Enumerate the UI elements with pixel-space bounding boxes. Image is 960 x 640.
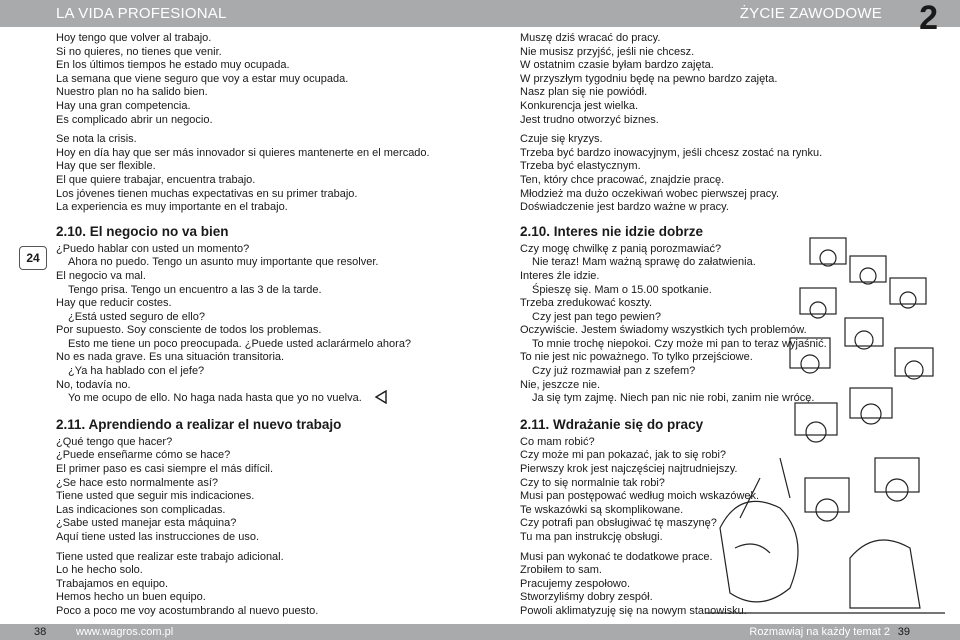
text-line: Trabajamos en equipo. <box>56 577 169 590</box>
spanish-dialog-2-10 <box>56 243 466 406</box>
text-line: Ja się tym zajmę. Niech pan nic nie robi, zanim nie wrócę. <box>532 392 815 405</box>
text-line: Śpieszę się. Mam o 15.00 spotkanie. <box>532 283 712 296</box>
series-title: Rozmawiaj na każdy temat 2 <box>749 626 890 638</box>
text-line: Pierwszy krok jest najczęściej najtrudniejszy. <box>520 463 738 476</box>
text-line: Musi pan postępować według moich wskazówek. <box>520 490 760 503</box>
text-line: No, todavía no. <box>56 378 131 391</box>
text-line: Aquí tiene usted las instrucciones de uso. <box>56 531 260 543</box>
publisher-url-link[interactable]: www.wagros.com.pl <box>76 626 174 638</box>
text-line: Trzeba być bardzo inowacyjnym, jeśli chcesz zostać na rynku. <box>520 146 823 159</box>
text-line: Poco a poco me voy acostumbrando al nuevo puesto. <box>56 604 319 617</box>
text-line: Młodzież ma dużo oczekiwań wobec pierwszej pracy. <box>520 187 780 200</box>
play-triangle-icon <box>374 390 388 404</box>
text-line: Czuje się kryzys. <box>520 133 603 146</box>
page-header <box>0 0 960 27</box>
text-line: Czy jest pan tego pewien? <box>532 310 662 323</box>
text-line: El negocio va mal. <box>56 269 146 282</box>
text-line: Esto me tiene un poco preocupada. ¿Puede usted aclarármelo ahora? <box>68 337 412 350</box>
text-line: Tiene usted que realizar este trabajo adicional. <box>56 550 284 563</box>
spanish-paragraph-2-11b <box>56 551 466 619</box>
text-line: To nie jest nic poważnego. To tylko przejściowe. <box>520 351 753 364</box>
text-line: Czy może mi pan pokazać, jak to się robi? <box>520 449 727 462</box>
spanish-column <box>56 32 466 625</box>
text-line: Hoy en día hay que ser más innovador si quieres mantenerte en el mercado. <box>56 146 430 159</box>
text-line: ¿Sabe usted manejar esta máquina? <box>56 517 237 530</box>
text-line: Es complicado abrir un negocio. <box>56 113 213 126</box>
text-line: Czy potrafi pan obsługiwać tę maszynę? <box>520 517 717 530</box>
text-line: Tengo prisa. Tengo un encuentro a las 3 de la tarde. <box>68 283 322 296</box>
text-line: To mnie trochę niepokoi. Czy może mi pan to teraz wyjaśnić. <box>532 337 827 350</box>
text-line: En los últimos tiempos he estado muy ocupada. <box>56 59 290 72</box>
text-line: Hay una gran competencia. <box>56 99 191 112</box>
text-line: Hemos hecho un buen equipo. <box>56 591 206 604</box>
text-line: Tiene usted que seguir mis indicaciones. <box>56 490 255 503</box>
text-line: Doświadczenie jest bardzo ważne w pracy. <box>520 201 729 214</box>
text-line: Musi pan wykonać te dodatkowe prace. <box>520 550 713 563</box>
polish-paragraph-1 <box>520 32 820 127</box>
text-line: ¿Está usted seguro de ello? <box>68 310 205 323</box>
text-line: Se nota la crisis. <box>56 133 137 146</box>
left-page-number: 38 <box>34 626 47 638</box>
text-line: Interes źle idzie. <box>520 269 600 282</box>
text-line: Trzeba zredukować koszty. <box>520 297 653 310</box>
section-heading-2-11-pl: 2.11. Wdrażanie się do pracy <box>520 416 704 432</box>
text-line: ¿Ya ha hablado con el jefe? <box>68 365 205 378</box>
right-page-number: 39 <box>897 626 910 638</box>
spanish-paragraph-1 <box>56 32 466 127</box>
spanish-paragraph-2 <box>56 133 466 215</box>
text-line: Nuestro plan no ha salido bien. <box>56 86 208 99</box>
text-line: La semana que viene seguro que voy a estar muy ocupada. <box>56 72 349 85</box>
text-line: Jest trudno otworzyć biznes. <box>520 113 659 126</box>
text-line: No es nada grave. Es una situación transitoria. <box>56 351 285 364</box>
text-line: Hay que reducir costes. <box>56 297 172 310</box>
text-line: El primer paso es casi siempre el más difícil. <box>56 463 274 476</box>
text-line: Las indicaciones son complicadas. <box>56 503 226 516</box>
text-line: Ahora no puedo. Tengo un asunto muy importante que resolver. <box>68 256 379 269</box>
text-line: Ten, który chce pracować, znajdzie pracę. <box>520 173 725 186</box>
text-line: Powoli aklimatyzuję się na nowym stanowisku. <box>520 604 747 617</box>
text-line: Pracujemy zespołowo. <box>520 577 631 590</box>
text-line: Stworzyliśmy dobry zespół. <box>520 591 653 604</box>
text-line: Yo me ocupo de ello. No haga nada hasta que yo no vuelva. <box>68 392 362 405</box>
chapter-number: 2 <box>919 0 938 37</box>
text-line: Tu ma pan instrukcję obsługi. <box>520 531 663 543</box>
polish-paragraph-2 <box>520 133 823 215</box>
office-workers-illustration-icon <box>700 228 950 623</box>
page-footer <box>0 624 960 640</box>
text-line: Czy to się normalnie tak robi? <box>520 476 665 489</box>
text-line: W ostatnim czasie byłam bardzo zajęta. <box>520 59 714 72</box>
text-line: ¿Qué tengo que hacer? <box>56 435 173 448</box>
text-line: ¿Puede enseñarme cómo se hace? <box>56 449 231 462</box>
text-line: Nie musisz przyjść, jeśli nie chcesz. <box>520 45 695 58</box>
text-line: Si no quieres, no tienes que venir. <box>56 45 222 58</box>
section-heading-2-10-es: 2.10. El negocio no va bien <box>56 223 229 239</box>
right-section-title: ŻYCIE ZAWODOWE <box>739 5 882 22</box>
section-heading-2-10-pl: 2.10. Interes nie idzie dobrze <box>520 223 704 239</box>
text-line: Los jóvenes tienen muchas expectativas en su primer trabajo. <box>56 187 358 200</box>
text-line: Czy mogę chwilkę z panią porozmawiać? <box>520 242 722 255</box>
spanish-paragraph-2-11a <box>56 436 466 545</box>
audio-track-badge: 24 <box>19 246 47 270</box>
text-line: Hay que ser flexible. <box>56 160 156 173</box>
text-line: Lo he hecho solo. <box>56 564 143 577</box>
text-line: Hoy tengo que volver al trabajo. <box>56 32 212 44</box>
text-line: Nie teraz! Mam ważną sprawę do załatwienia. <box>532 256 756 269</box>
text-line: ¿Puedo hablar con usted un momento? <box>56 242 250 255</box>
text-line: La experiencia es muy importante en el trabajo. <box>56 201 288 214</box>
text-line: Nasz plan się nie powiódł. <box>520 86 648 99</box>
text-line: Te wskazówki są skomplikowane. <box>520 503 684 516</box>
text-line: ¿Se hace esto normalmente así? <box>56 476 219 489</box>
text-line: W przyszłym tygodniu będę na pewno bardzo zajęta. <box>520 72 778 85</box>
text-line: Por supuesto. Soy consciente de todos los problemas. <box>56 324 322 337</box>
left-section-title: LA VIDA PROFESIONAL <box>56 5 227 22</box>
text-line: Nie, jeszcze nie. <box>520 378 601 391</box>
section-heading-2-11-es: 2.11. Aprendiendo a realizar el nuevo trabajo <box>56 416 342 432</box>
text-line: Zrobiłem to sam. <box>520 564 602 577</box>
text-line: Trzeba być elastycznym. <box>520 160 641 173</box>
text-line: Konkurencja jest wielka. <box>520 99 639 112</box>
text-line: El que quiere trabajar, encuentra trabajo. <box>56 173 256 186</box>
text-line: Oczywiście. Jestem świadomy wszystkich tych problemów. <box>520 324 807 337</box>
text-line: Co mam robić? <box>520 435 595 448</box>
text-line: Czy już rozmawiał pan z szefem? <box>532 365 696 378</box>
text-line: Muszę dziś wracać do pracy. <box>520 32 661 44</box>
